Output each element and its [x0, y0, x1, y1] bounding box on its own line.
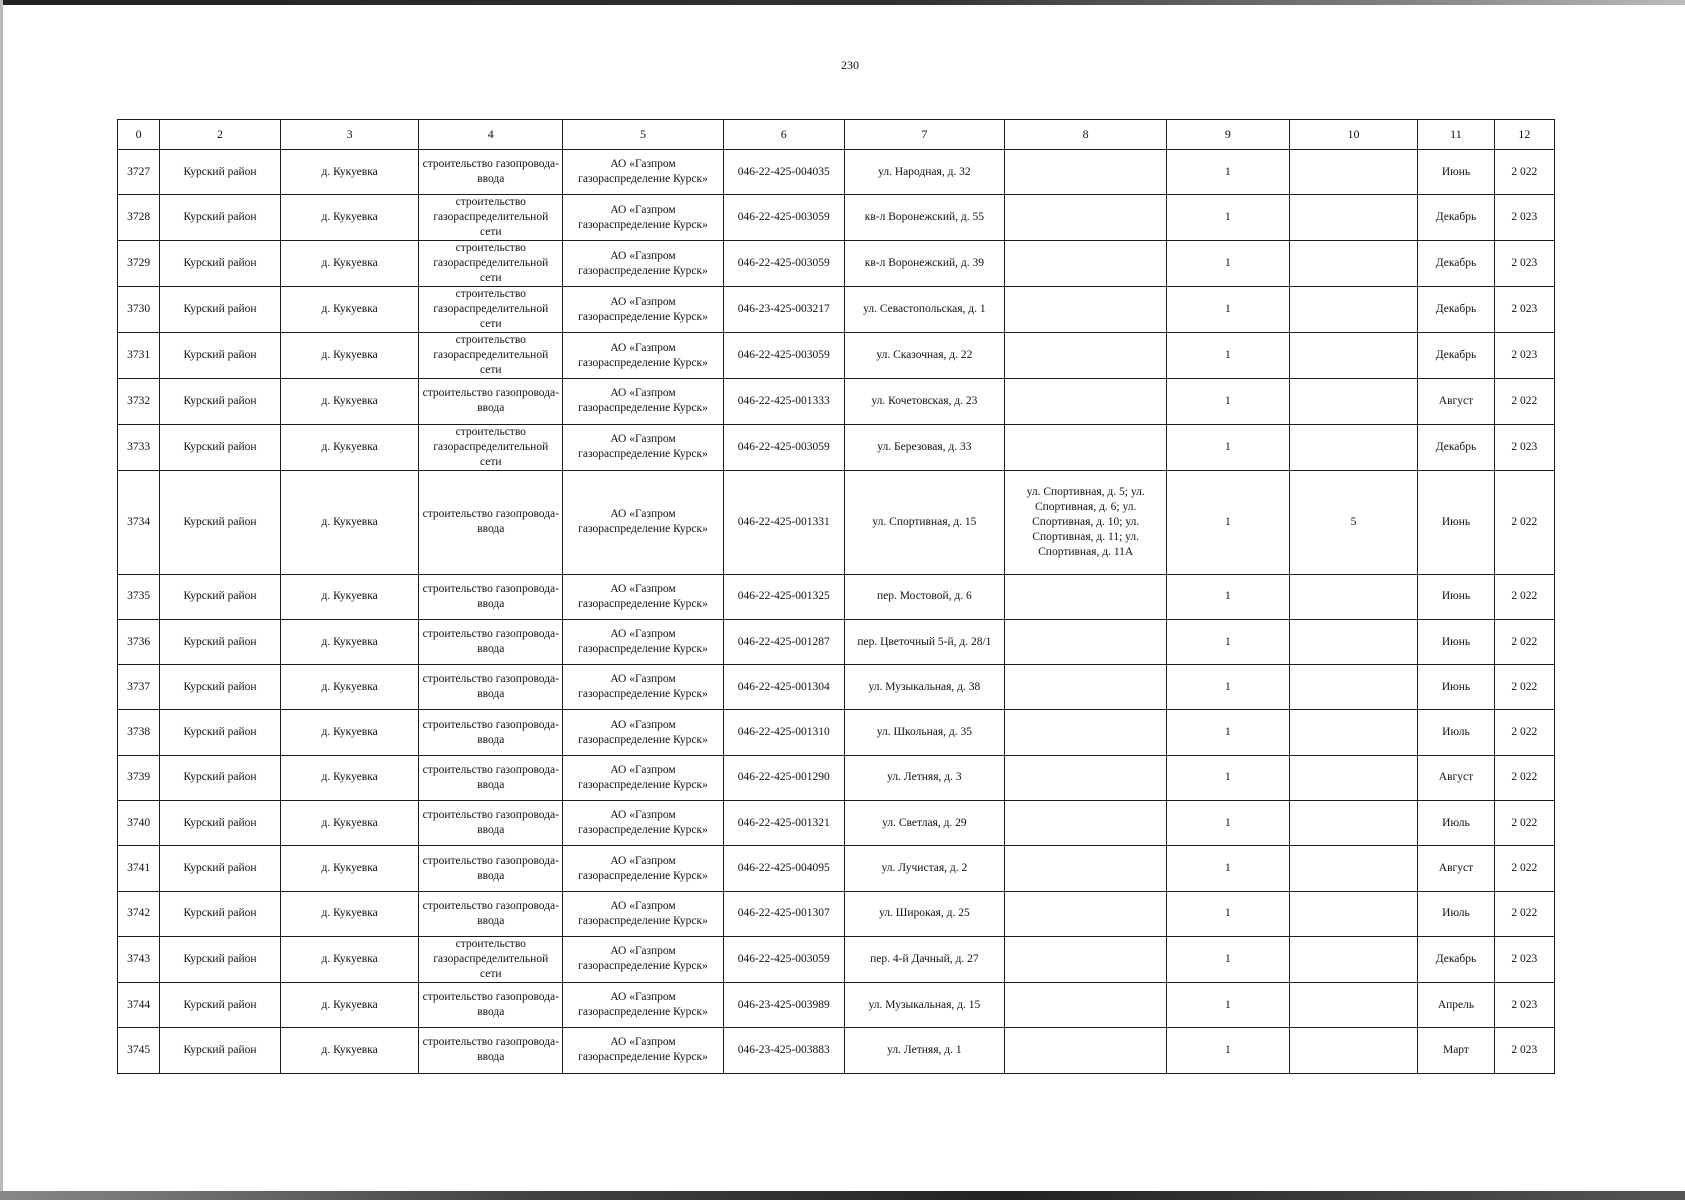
- additional-addresses-cell: [1005, 379, 1167, 424]
- table-row: [118, 801, 1555, 846]
- work-type-cell: строительство газопровода-ввода: [419, 619, 563, 664]
- count-cell: 1: [1167, 150, 1290, 195]
- organization-cell: АО «Газпром газораспределение Курск»: [563, 801, 724, 846]
- district-cell: Курский район: [160, 755, 281, 800]
- month-cell: Июль: [1418, 710, 1494, 755]
- object-code-cell: 046-23-425-003883: [723, 1028, 844, 1073]
- additional-addresses-cell: ул. Спортивная, д. 5; ул. Спортивная, д. 6; ул. Спортивная, д. 10; ул. Спортивная, д. 11; ул. Спортивная, д. 11А: [1005, 470, 1167, 574]
- locality-cell: д. Кукуевка: [280, 755, 419, 800]
- object-code-cell: 046-22-425-003059: [723, 241, 844, 287]
- row-number-cell: 3745: [118, 1028, 160, 1073]
- locality-cell: д. Кукуевка: [280, 665, 419, 710]
- table-row: [118, 333, 1555, 379]
- additional-addresses-cell: [1005, 801, 1167, 846]
- additional-count-cell: [1289, 333, 1418, 379]
- work-type-cell: строительство газораспределительной сети: [419, 333, 563, 379]
- district-cell: Курский район: [160, 846, 281, 891]
- additional-count-cell: [1289, 619, 1418, 664]
- work-type-cell: строительство газопровода-ввода: [419, 755, 563, 800]
- address-cell: пер. 4-й Дачный, д. 27: [844, 936, 1005, 982]
- page-number: 230: [841, 58, 859, 72]
- count-cell: 1: [1167, 891, 1290, 936]
- district-cell: Курский район: [160, 287, 281, 333]
- count-cell: 1: [1167, 333, 1290, 379]
- work-type-cell: строительство газопровода-ввода: [419, 710, 563, 755]
- work-type-cell: строительство газопровода-ввода: [419, 1028, 563, 1073]
- address-cell: ул. Музыкальная, д. 15: [844, 982, 1005, 1027]
- month-cell: Декабрь: [1418, 333, 1494, 379]
- locality-cell: д. Кукуевка: [280, 982, 419, 1027]
- year-cell: 2 022: [1494, 379, 1554, 424]
- count-cell: 1: [1167, 755, 1290, 800]
- organization-cell: АО «Газпром газораспределение Курск»: [563, 665, 724, 710]
- district-cell: Курский район: [160, 982, 281, 1027]
- additional-count-cell: [1289, 891, 1418, 936]
- object-code-cell: 046-22-425-001325: [723, 574, 844, 619]
- object-code-cell: 046-22-425-003059: [723, 195, 844, 241]
- row-number-cell: 3732: [118, 379, 160, 424]
- organization-cell: АО «Газпром газораспределение Курск»: [563, 195, 724, 241]
- locality-cell: д. Кукуевка: [280, 241, 419, 287]
- organization-cell: АО «Газпром газораспределение Курск»: [563, 982, 724, 1027]
- year-cell: 2 023: [1494, 287, 1554, 333]
- locality-cell: д. Кукуевка: [280, 150, 419, 195]
- additional-addresses-cell: [1005, 710, 1167, 755]
- locality-cell: д. Кукуевка: [280, 574, 419, 619]
- district-cell: Курский район: [160, 241, 281, 287]
- count-cell: 1: [1167, 379, 1290, 424]
- column-header: 12: [1494, 120, 1554, 150]
- additional-count-cell: [1289, 846, 1418, 891]
- district-cell: Курский район: [160, 333, 281, 379]
- column-header: 4: [419, 120, 563, 150]
- organization-cell: АО «Газпром газораспределение Курск»: [563, 936, 724, 982]
- work-type-cell: строительство газопровода-ввода: [419, 470, 563, 574]
- additional-addresses-cell: [1005, 150, 1167, 195]
- year-cell: 2 023: [1494, 936, 1554, 982]
- work-type-cell: строительство газораспределительной сети: [419, 241, 563, 287]
- work-type-cell: строительство газопровода-ввода: [419, 665, 563, 710]
- year-cell: 2 023: [1494, 241, 1554, 287]
- additional-count-cell: [1289, 801, 1418, 846]
- table-body: [118, 150, 1555, 1074]
- object-code-cell: 046-22-425-001333: [723, 379, 844, 424]
- address-cell: кв-л Воронежский, д. 39: [844, 241, 1005, 287]
- table-row: [118, 574, 1555, 619]
- table-row: [118, 755, 1555, 800]
- additional-count-cell: [1289, 755, 1418, 800]
- count-cell: 1: [1167, 287, 1290, 333]
- object-code-cell: 046-22-425-003059: [723, 936, 844, 982]
- locality-cell: д. Кукуевка: [280, 801, 419, 846]
- table-row: [118, 287, 1555, 333]
- locality-cell: д. Кукуевка: [280, 424, 419, 470]
- count-cell: 1: [1167, 195, 1290, 241]
- organization-cell: АО «Газпром газораспределение Курск»: [563, 846, 724, 891]
- table-row: [118, 846, 1555, 891]
- additional-addresses-cell: [1005, 619, 1167, 664]
- count-cell: 1: [1167, 424, 1290, 470]
- additional-count-cell: [1289, 982, 1418, 1027]
- work-type-cell: строительство газопровода-ввода: [419, 891, 563, 936]
- district-cell: Курский район: [160, 936, 281, 982]
- additional-addresses-cell: [1005, 936, 1167, 982]
- table-row: [118, 424, 1555, 470]
- address-cell: ул. Народная, д. 32: [844, 150, 1005, 195]
- district-cell: Курский район: [160, 619, 281, 664]
- organization-cell: АО «Газпром газораспределение Курск»: [563, 619, 724, 664]
- locality-cell: д. Кукуевка: [280, 379, 419, 424]
- table-row: [118, 470, 1555, 574]
- month-cell: Июнь: [1418, 665, 1494, 710]
- locality-cell: д. Кукуевка: [280, 1028, 419, 1073]
- row-number-cell: 3736: [118, 619, 160, 664]
- month-cell: Декабрь: [1418, 195, 1494, 241]
- scan-edge-bottom: [0, 1191, 1685, 1200]
- month-cell: Декабрь: [1418, 424, 1494, 470]
- object-code-cell: 046-22-425-004035: [723, 150, 844, 195]
- additional-addresses-cell: [1005, 982, 1167, 1027]
- month-cell: Август: [1418, 846, 1494, 891]
- row-number-cell: 3740: [118, 801, 160, 846]
- row-number-cell: 3737: [118, 665, 160, 710]
- additional-count-cell: [1289, 574, 1418, 619]
- work-type-cell: строительство газопровода-ввода: [419, 982, 563, 1027]
- address-cell: ул. Севастопольская, д. 1: [844, 287, 1005, 333]
- column-header: 11: [1418, 120, 1494, 150]
- table-row: [118, 195, 1555, 241]
- district-cell: Курский район: [160, 710, 281, 755]
- additional-addresses-cell: [1005, 846, 1167, 891]
- year-cell: 2 022: [1494, 801, 1554, 846]
- table-row: [118, 379, 1555, 424]
- work-type-cell: строительство газораспределительной сети: [419, 424, 563, 470]
- additional-count-cell: [1289, 379, 1418, 424]
- district-cell: Курский район: [160, 665, 281, 710]
- count-cell: 1: [1167, 846, 1290, 891]
- table-row: [118, 710, 1555, 755]
- additional-count-cell: 5: [1289, 470, 1418, 574]
- count-cell: 1: [1167, 470, 1290, 574]
- object-code-cell: 046-23-425-003217: [723, 287, 844, 333]
- object-code-cell: 046-22-425-001321: [723, 801, 844, 846]
- table-row: [118, 1028, 1555, 1073]
- work-type-cell: строительство газораспределительной сети: [419, 195, 563, 241]
- column-header: 6: [723, 120, 844, 150]
- table-row: [118, 936, 1555, 982]
- locality-cell: д. Кукуевка: [280, 936, 419, 982]
- additional-count-cell: [1289, 287, 1418, 333]
- district-cell: Курский район: [160, 150, 281, 195]
- table-row: [118, 982, 1555, 1027]
- additional-count-cell: [1289, 195, 1418, 241]
- year-cell: 2 022: [1494, 619, 1554, 664]
- work-type-cell: строительство газопровода-ввода: [419, 574, 563, 619]
- scan-edge-left: [0, 0, 3, 1200]
- year-cell: 2 023: [1494, 333, 1554, 379]
- organization-cell: АО «Газпром газораспределение Курск»: [563, 1028, 724, 1073]
- month-cell: Декабрь: [1418, 287, 1494, 333]
- organization-cell: АО «Газпром газораспределение Курск»: [563, 470, 724, 574]
- year-cell: 2 022: [1494, 755, 1554, 800]
- year-cell: 2 023: [1494, 1028, 1554, 1073]
- month-cell: Июнь: [1418, 150, 1494, 195]
- object-code-cell: 046-22-425-001331: [723, 470, 844, 574]
- row-number-cell: 3742: [118, 891, 160, 936]
- additional-addresses-cell: [1005, 665, 1167, 710]
- additional-addresses-cell: [1005, 755, 1167, 800]
- address-cell: пер. Цветочный 5-й, д. 28/1: [844, 619, 1005, 664]
- month-cell: Июнь: [1418, 470, 1494, 574]
- district-cell: Курский район: [160, 195, 281, 241]
- address-cell: ул. Светлая, д. 29: [844, 801, 1005, 846]
- object-code-cell: 046-22-425-001287: [723, 619, 844, 664]
- locality-cell: д. Кукуевка: [280, 619, 419, 664]
- organization-cell: АО «Газпром газораспределение Курск»: [563, 241, 724, 287]
- district-cell: Курский район: [160, 379, 281, 424]
- address-cell: ул. Кочетовская, д. 23: [844, 379, 1005, 424]
- row-number-cell: 3731: [118, 333, 160, 379]
- table-row: [118, 619, 1555, 664]
- table-row: [118, 665, 1555, 710]
- object-code-cell: 046-22-425-004095: [723, 846, 844, 891]
- row-number-cell: 3733: [118, 424, 160, 470]
- district-cell: Курский район: [160, 470, 281, 574]
- organization-cell: АО «Газпром газораспределение Курск»: [563, 424, 724, 470]
- district-cell: Курский район: [160, 891, 281, 936]
- additional-addresses-cell: [1005, 424, 1167, 470]
- table-row: [118, 150, 1555, 195]
- month-cell: Июль: [1418, 891, 1494, 936]
- column-header: 7: [844, 120, 1005, 150]
- year-cell: 2 022: [1494, 150, 1554, 195]
- year-cell: 2 023: [1494, 982, 1554, 1027]
- count-cell: 1: [1167, 574, 1290, 619]
- object-code-cell: 046-23-425-003989: [723, 982, 844, 1027]
- work-type-cell: строительство газораспределительной сети: [419, 936, 563, 982]
- address-cell: ул. Музыкальная, д. 38: [844, 665, 1005, 710]
- registry-table: [117, 119, 1555, 1074]
- locality-cell: д. Кукуевка: [280, 710, 419, 755]
- organization-cell: АО «Газпром газораспределение Курск»: [563, 150, 724, 195]
- month-cell: Июль: [1418, 801, 1494, 846]
- additional-addresses-cell: [1005, 195, 1167, 241]
- row-number-cell: 3741: [118, 846, 160, 891]
- year-cell: 2 022: [1494, 846, 1554, 891]
- work-type-cell: строительство газопровода-ввода: [419, 846, 563, 891]
- organization-cell: АО «Газпром газораспределение Курск»: [563, 755, 724, 800]
- table-row: [118, 241, 1555, 287]
- row-number-cell: 3730: [118, 287, 160, 333]
- count-cell: 1: [1167, 936, 1290, 982]
- district-cell: Курский район: [160, 424, 281, 470]
- column-header: 5: [563, 120, 724, 150]
- row-number-cell: 3744: [118, 982, 160, 1027]
- month-cell: Август: [1418, 755, 1494, 800]
- work-type-cell: строительство газораспределительной сети: [419, 287, 563, 333]
- organization-cell: АО «Газпром газораспределение Курск»: [563, 379, 724, 424]
- month-cell: Август: [1418, 379, 1494, 424]
- row-number-cell: 3729: [118, 241, 160, 287]
- count-cell: 1: [1167, 1028, 1290, 1073]
- column-header: 3: [280, 120, 419, 150]
- row-number-cell: 3735: [118, 574, 160, 619]
- row-number-cell: 3728: [118, 195, 160, 241]
- additional-addresses-cell: [1005, 574, 1167, 619]
- table-row: [118, 891, 1555, 936]
- header-row: [118, 120, 1555, 150]
- address-cell: ул. Спортивная, д. 15: [844, 470, 1005, 574]
- column-header: 2: [160, 120, 281, 150]
- row-number-cell: 3738: [118, 710, 160, 755]
- month-cell: Декабрь: [1418, 241, 1494, 287]
- district-cell: Курский район: [160, 801, 281, 846]
- scan-edge-top: [0, 0, 1685, 5]
- month-cell: Декабрь: [1418, 936, 1494, 982]
- organization-cell: АО «Газпром газораспределение Курск»: [563, 574, 724, 619]
- locality-cell: д. Кукуевка: [280, 846, 419, 891]
- address-cell: ул. Широкая, д. 25: [844, 891, 1005, 936]
- additional-addresses-cell: [1005, 891, 1167, 936]
- column-header: 10: [1289, 120, 1418, 150]
- row-number-cell: 3739: [118, 755, 160, 800]
- year-cell: 2 022: [1494, 891, 1554, 936]
- work-type-cell: строительство газопровода-ввода: [419, 150, 563, 195]
- locality-cell: д. Кукуевка: [280, 470, 419, 574]
- organization-cell: АО «Газпром газораспределение Курск»: [563, 287, 724, 333]
- address-cell: ул. Березовая, д. 33: [844, 424, 1005, 470]
- address-cell: ул. Лучистая, д. 2: [844, 846, 1005, 891]
- count-cell: 1: [1167, 710, 1290, 755]
- object-code-cell: 046-22-425-003059: [723, 424, 844, 470]
- work-type-cell: строительство газопровода-ввода: [419, 379, 563, 424]
- column-header: 0: [118, 120, 160, 150]
- object-code-cell: 046-22-425-003059: [723, 333, 844, 379]
- year-cell: 2 022: [1494, 470, 1554, 574]
- locality-cell: д. Кукуевка: [280, 287, 419, 333]
- year-cell: 2 022: [1494, 710, 1554, 755]
- object-code-cell: 046-22-425-001307: [723, 891, 844, 936]
- month-cell: Апрель: [1418, 982, 1494, 1027]
- district-cell: Курский район: [160, 574, 281, 619]
- additional-addresses-cell: [1005, 241, 1167, 287]
- additional-count-cell: [1289, 424, 1418, 470]
- object-code-cell: 046-22-425-001290: [723, 755, 844, 800]
- month-cell: Июнь: [1418, 574, 1494, 619]
- year-cell: 2 023: [1494, 195, 1554, 241]
- locality-cell: д. Кукуевка: [280, 891, 419, 936]
- column-header: 9: [1167, 120, 1290, 150]
- count-cell: 1: [1167, 241, 1290, 287]
- additional-addresses-cell: [1005, 287, 1167, 333]
- column-header: 8: [1005, 120, 1167, 150]
- work-type-cell: строительство газопровода-ввода: [419, 801, 563, 846]
- month-cell: Июнь: [1418, 619, 1494, 664]
- year-cell: 2 023: [1494, 424, 1554, 470]
- year-cell: 2 022: [1494, 665, 1554, 710]
- address-cell: пер. Мостовой, д. 6: [844, 574, 1005, 619]
- additional-addresses-cell: [1005, 333, 1167, 379]
- count-cell: 1: [1167, 801, 1290, 846]
- additional-count-cell: [1289, 665, 1418, 710]
- locality-cell: д. Кукуевка: [280, 195, 419, 241]
- additional-count-cell: [1289, 936, 1418, 982]
- additional-count-cell: [1289, 241, 1418, 287]
- organization-cell: АО «Газпром газораспределение Курск»: [563, 891, 724, 936]
- organization-cell: АО «Газпром газораспределение Курск»: [563, 710, 724, 755]
- row-number-cell: 3727: [118, 150, 160, 195]
- additional-count-cell: [1289, 710, 1418, 755]
- address-cell: кв-л Воронежский, д. 55: [844, 195, 1005, 241]
- year-cell: 2 022: [1494, 574, 1554, 619]
- object-code-cell: 046-22-425-001304: [723, 665, 844, 710]
- row-number-cell: 3743: [118, 936, 160, 982]
- additional-addresses-cell: [1005, 1028, 1167, 1073]
- additional-count-cell: [1289, 1028, 1418, 1073]
- count-cell: 1: [1167, 665, 1290, 710]
- object-code-cell: 046-22-425-001310: [723, 710, 844, 755]
- address-cell: ул. Летняя, д. 1: [844, 1028, 1005, 1073]
- count-cell: 1: [1167, 982, 1290, 1027]
- address-cell: ул. Летняя, д. 3: [844, 755, 1005, 800]
- locality-cell: д. Кукуевка: [280, 333, 419, 379]
- count-cell: 1: [1167, 619, 1290, 664]
- organization-cell: АО «Газпром газораспределение Курск»: [563, 333, 724, 379]
- row-number-cell: 3734: [118, 470, 160, 574]
- month-cell: Март: [1418, 1028, 1494, 1073]
- district-cell: Курский район: [160, 1028, 281, 1073]
- address-cell: ул. Школьная, д. 35: [844, 710, 1005, 755]
- address-cell: ул. Сказочная, д. 22: [844, 333, 1005, 379]
- additional-count-cell: [1289, 150, 1418, 195]
